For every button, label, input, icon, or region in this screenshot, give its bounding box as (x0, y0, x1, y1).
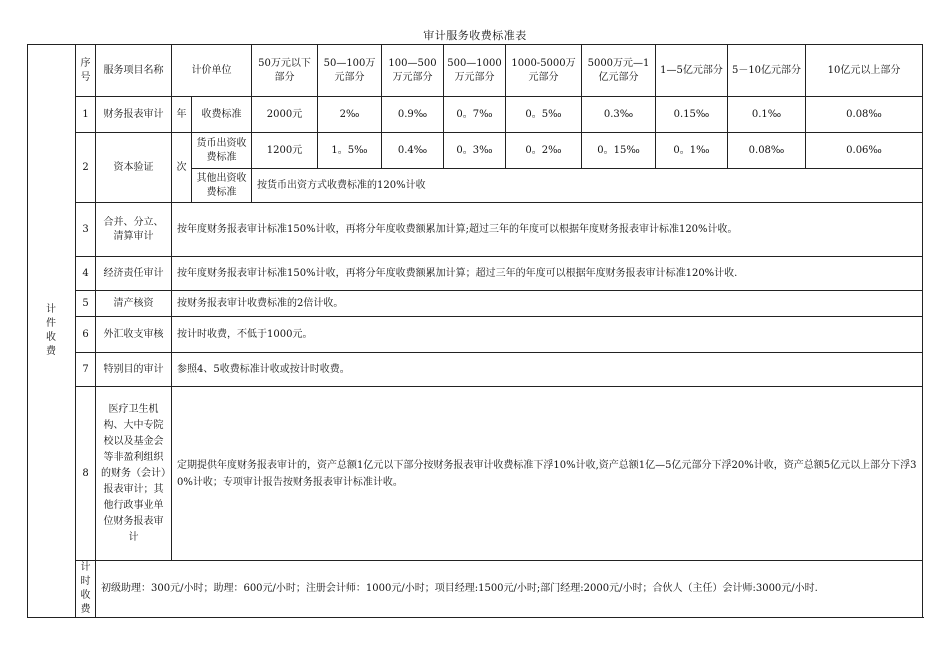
header-col-0: 50万元以下部分 (252, 45, 318, 97)
row6-no: 6 (76, 317, 96, 353)
row8-no: 8 (76, 387, 96, 561)
row2-val-7: 0.08‰ (728, 133, 806, 169)
row7-text: 参照4、5收费标准计收或按计时收费。 (172, 353, 923, 387)
row2-val-8: 0.06‰ (806, 133, 923, 169)
row1-val-7: 0.1‰ (728, 97, 806, 133)
row7-name: 特别目的审计 (96, 353, 172, 387)
table-row (28, 353, 923, 387)
time-row (28, 561, 923, 618)
row1-val-2: 0.9‰ (382, 97, 444, 133)
row2-val-2: 0.4‰ (382, 133, 444, 169)
row2-name: 资本验证 (96, 133, 172, 203)
row1-val-6: 0.15‰ (656, 97, 728, 133)
header-col-1: 50—100万元部分 (318, 45, 382, 97)
time-text: 初级助理：300元/小时；助理：600元/小时；注册会计师：1000元/小时；项目经理:1500元/小时;部门经理:2000元/小时；合伙人（主任）会计师:3000元/小时. (96, 561, 923, 618)
table-row (28, 257, 923, 291)
row2-sub2: 其他出资收费标准 (192, 169, 252, 203)
row3-no: 3 (76, 203, 96, 257)
row4-text: 按年度财务报表审计标准150%计收，再将分年度收费额累加计算；超过三年的年度可以根据年度财务报表审计标准120%计收. (172, 257, 923, 291)
row2-val-1: 1。5‰ (318, 133, 382, 169)
row4-no: 4 (76, 257, 96, 291)
row6-name: 外汇收支审核 (96, 317, 172, 353)
row3-name: 合并、分立、清算审计 (96, 203, 172, 257)
table-row (28, 97, 923, 133)
row2-unit: 次 (172, 133, 192, 203)
header-col-3: 500—1000万元部分 (444, 45, 506, 97)
table-row (28, 317, 923, 353)
header-seq: 序号 (76, 45, 96, 97)
row4-name: 经济责任审计 (96, 257, 172, 291)
row1-no: 1 (76, 97, 96, 133)
row1-unit: 年 (172, 97, 192, 133)
row2-val-4: 0。2‰ (506, 133, 582, 169)
row1-val-1: 2‰ (318, 97, 382, 133)
row1-val-3: 0。7‰ (444, 97, 506, 133)
table-row (28, 387, 923, 561)
row5-no: 5 (76, 291, 96, 317)
group-time-cell: 计时收费 (76, 561, 96, 618)
row6-text: 按计时收费，不低于1000元。 (172, 317, 923, 353)
row1-val-0: 2000元 (252, 97, 318, 133)
header-col-2: 100—500万元部分 (382, 45, 444, 97)
row1-sub: 收费标准 (192, 97, 252, 133)
fee-table (27, 44, 923, 618)
header-col-6: 1—5亿元部分 (656, 45, 728, 97)
header-item: 服务项目名称 (96, 45, 172, 97)
row8-text: 定期提供年度财务报表审计的，资产总额1亿元以下部分按财务报表审计收费标准下浮10%计收,资产总额1亿—5亿元部分下浮20%计收，资产总额5亿元以上部分下浮30%计收；专项审计报告按财务报表审计标准计收。 (172, 387, 923, 561)
row7-no: 7 (76, 353, 96, 387)
row2-val-0: 1200元 (252, 133, 318, 169)
row2-val-5: 0。15‰ (582, 133, 656, 169)
row1-val-8: 0.08‰ (806, 97, 923, 133)
row5-text: 按财务报表审计收费标准的2倍计收。 (172, 291, 923, 317)
table-row (28, 291, 923, 317)
row2-val-6: 0。1‰ (656, 133, 728, 169)
row2-val-3: 0。3‰ (444, 133, 506, 169)
row2-no: 2 (76, 133, 96, 203)
header-col-8: 10亿元以上部分 (806, 45, 923, 97)
row1-val-4: 0。5‰ (506, 97, 582, 133)
row2-sub: 货币出资收费标准 (192, 133, 252, 169)
row1-name: 财务报表审计 (96, 97, 172, 133)
row8-name: 医疗卫生机构、大中专院校以及基金会等非盈利组织的财务（会计）报表审计；其他行政事业单位财务报表审计 (96, 387, 172, 561)
header-col-4: 1000-5000万元部分 (506, 45, 582, 97)
page-title: 审计服务收费标准表 (423, 29, 527, 42)
table-row (28, 133, 923, 169)
table-row (28, 203, 923, 257)
group-piece-cell (28, 45, 76, 618)
header-row (28, 45, 923, 97)
row1-val-5: 0.3‰ (582, 97, 656, 133)
header-unit: 计价单位 (172, 45, 252, 97)
group-piece-label: 计件收费 (46, 304, 57, 357)
row3-text: 按年度财务报表审计标准150%计收，再将分年度收费额累加计算;超过三年的年度可以根据年度财务报表审计标准120%计收。 (172, 203, 923, 257)
header-col-7: 5－10亿元部分 (728, 45, 806, 97)
row2-text2: 按货币出资方式收费标准的120%计收 (252, 169, 923, 203)
header-col-5: 5000万元—1亿元部分 (582, 45, 656, 97)
row5-name: 清产核资 (96, 291, 172, 317)
